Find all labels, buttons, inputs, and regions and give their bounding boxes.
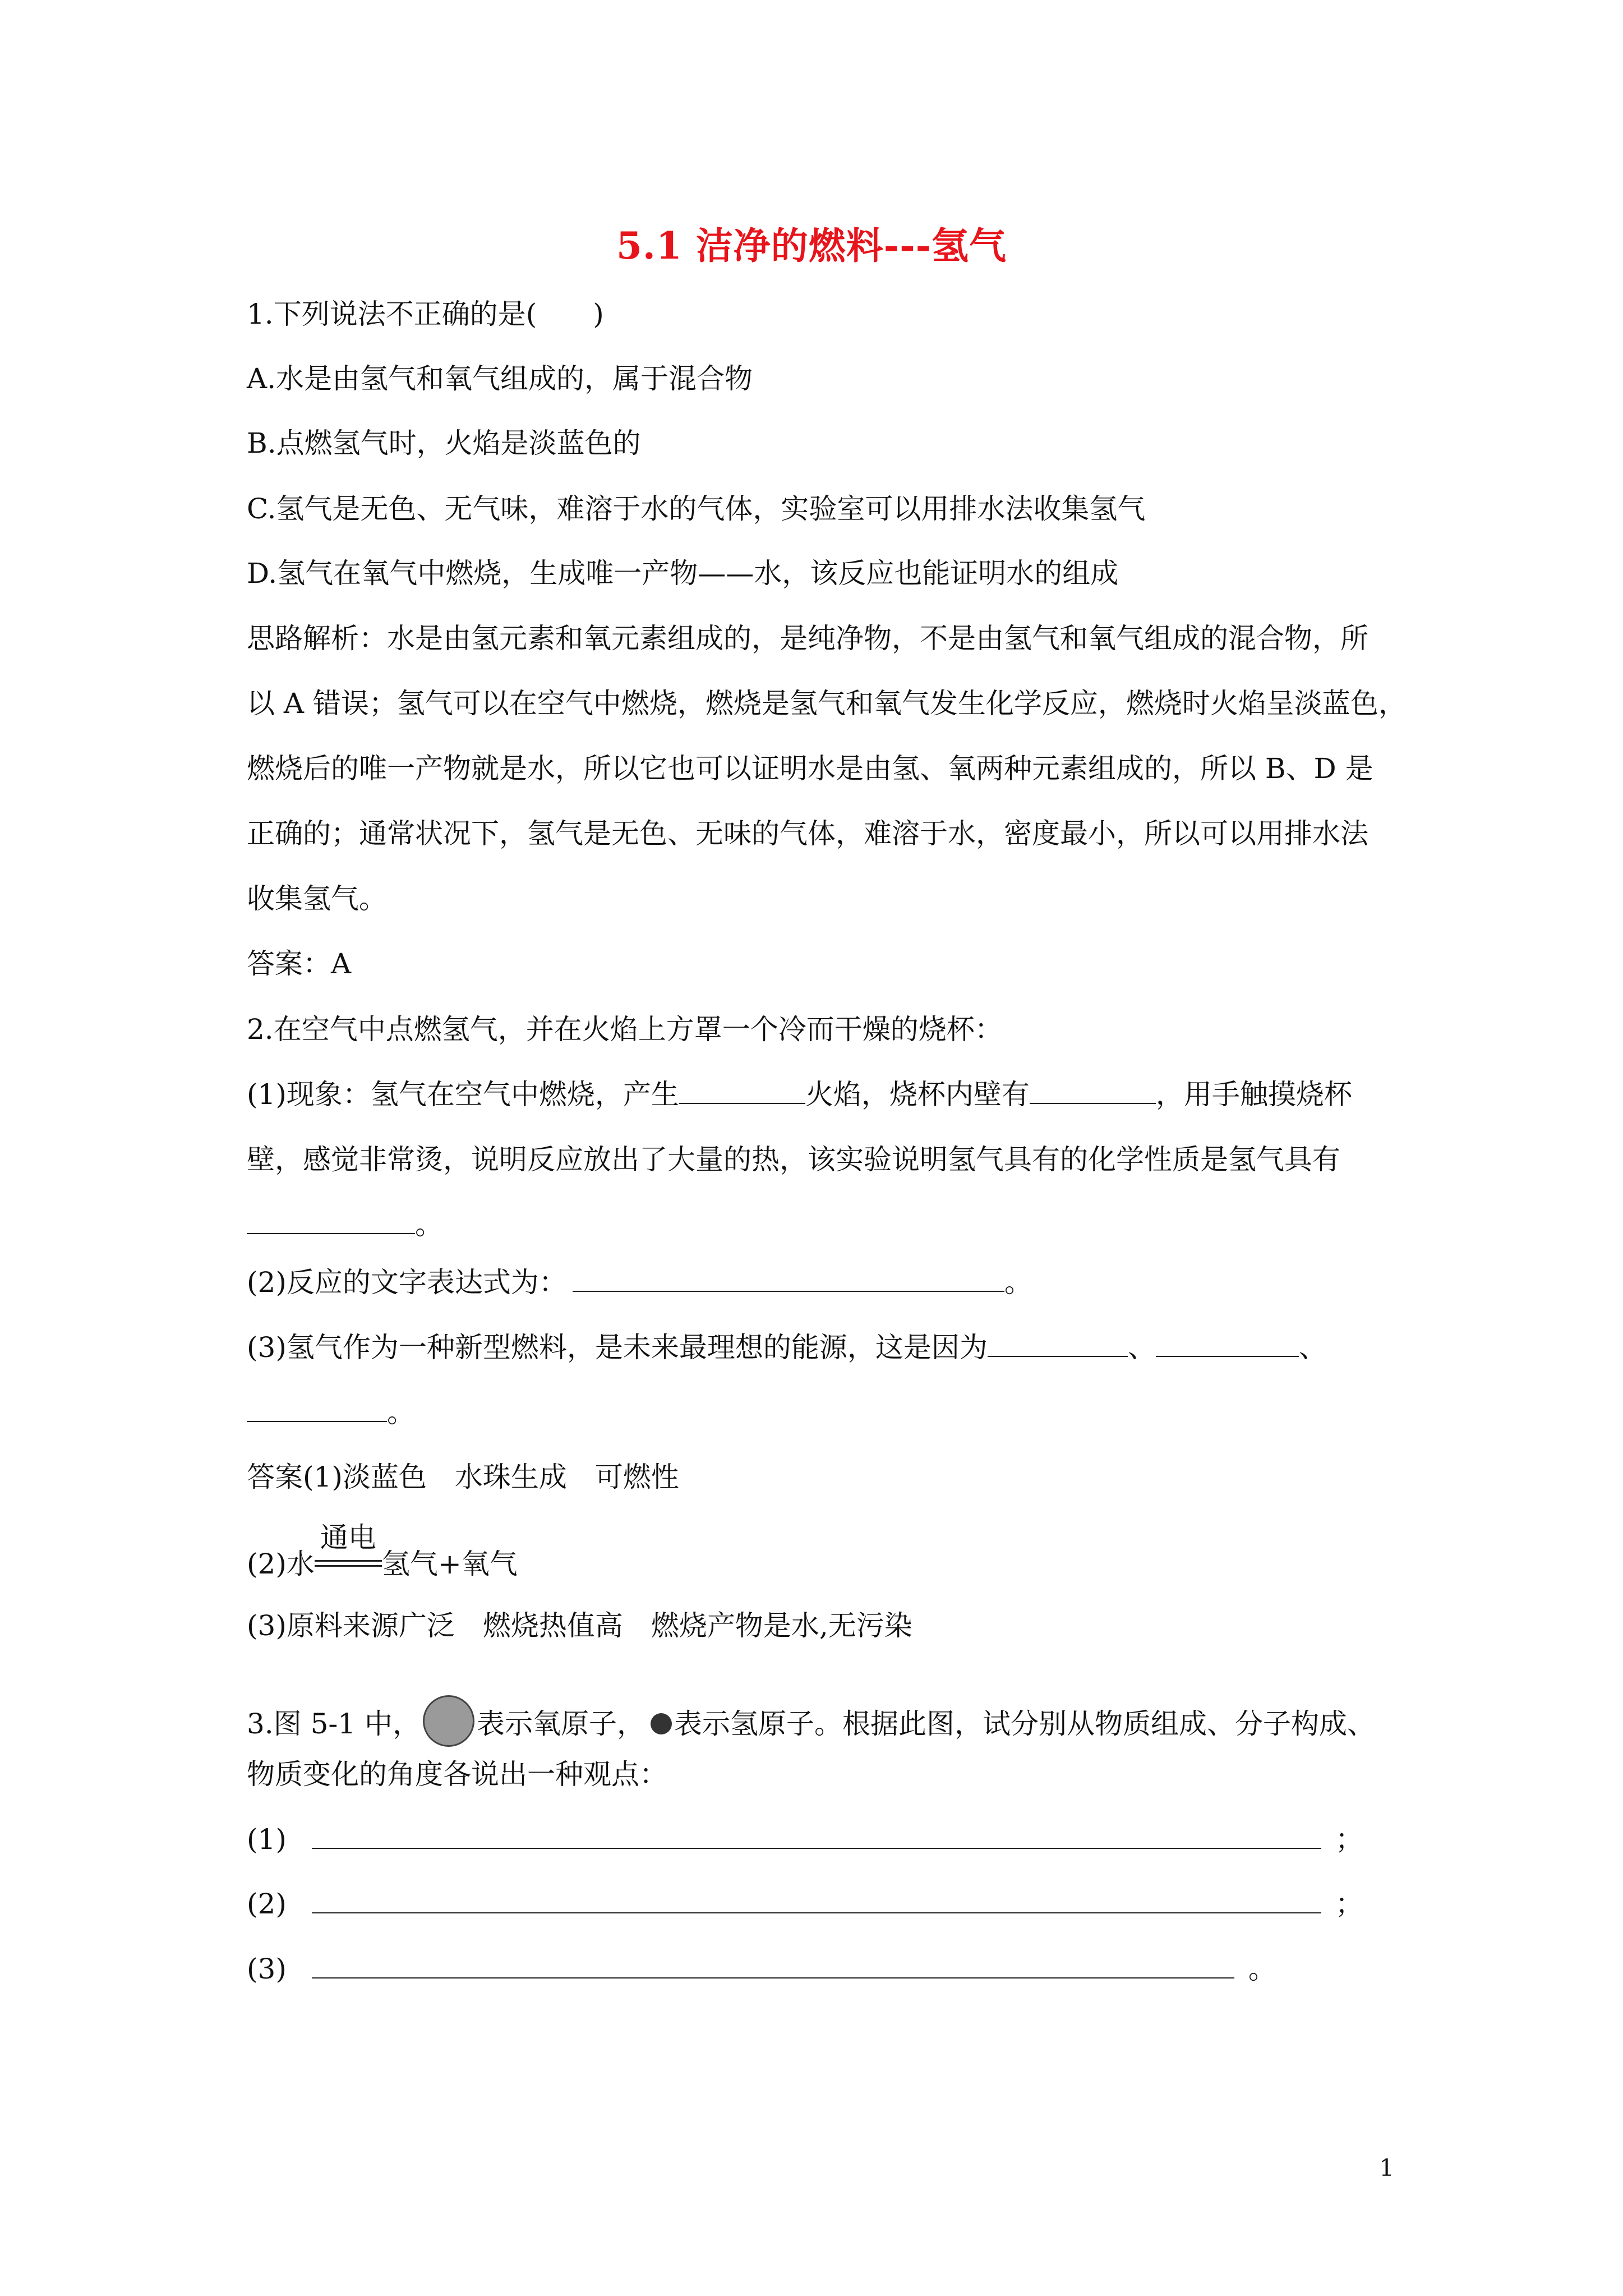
equation-reactant: (2)水 <box>247 1548 315 1580</box>
q1-option-c: C.氢气是无色、无气味，难溶于水的气体，实验室可以用排水法收集氢气 <box>247 493 1146 525</box>
q2-part2-text: (2)反应的文字表达式为： <box>247 1266 567 1299</box>
answer-blank[interactable] <box>679 1078 805 1104</box>
q2-part1-line3 <box>247 1208 443 1241</box>
oxygen-atom-icon <box>423 1695 474 1747</box>
answer-blank[interactable] <box>1156 1331 1299 1357</box>
q1-analysis-line: 正确的；通常状况下，氢气是无色、无味的气体，难溶于水，密度最小，所以可以用排水法 <box>247 817 1368 850</box>
punctuation: 。 <box>1004 1266 1032 1299</box>
reaction-condition <box>315 1521 382 1573</box>
q2-part1-text: ，用手触摸烧杯 <box>1155 1078 1352 1111</box>
answer-blank[interactable] <box>247 1208 415 1234</box>
punctuation: 。 <box>1248 1953 1276 1985</box>
q2-answer1: 答案(1)淡蓝色 水珠生成 可燃性 <box>247 1461 679 1493</box>
q2-part3-line2 <box>247 1396 415 1429</box>
q2-part1-line2: 壁，感觉非常烫，说明反应放出了大量的热，该实验说明氢气具有的化学性质是氢气具有 <box>247 1143 1340 1176</box>
q3-item <box>247 1952 1276 1986</box>
answer-blank[interactable] <box>312 1823 1321 1849</box>
q3-stem <box>247 1695 1375 1747</box>
punctuation: ； <box>1335 1888 1363 1920</box>
answer-blank[interactable] <box>988 1331 1128 1357</box>
q3-item-label: (1) <box>247 1823 287 1856</box>
q3-stem-line2: 物质变化的角度各说出一种观点： <box>247 1758 667 1791</box>
q3-item <box>247 1887 1363 1921</box>
q2-stem: 2.在空气中点燃氢气，并在火焰上方罩一个冷而干燥的烧杯： <box>247 1013 1003 1046</box>
answer-blank[interactable] <box>247 1396 387 1422</box>
q2-part2 <box>247 1266 1032 1299</box>
q1-analysis-line: 以 A 错误；氢气可以在空气中燃烧，燃烧是氢气和氧气发生化学反应，燃烧时火焰呈淡蓝色， <box>247 687 1407 720</box>
equation-products: 氢气+氧气 <box>381 1548 518 1580</box>
double-line-arrow <box>315 1560 382 1567</box>
page-number: 1 <box>1379 2154 1394 2182</box>
q1-analysis-line: 燃烧后的唯一产物就是水，所以它也可以证明水是由氢、氧两种元素组成的，所以 B、D 是 <box>247 752 1373 785</box>
q2-part1-text: 火焰，烧杯内壁有 <box>805 1078 1030 1111</box>
q1-option-d: D.氢气在氧气中燃烧，生成唯一产物——水，该反应也能证明水的组成 <box>247 557 1119 590</box>
q3-item <box>247 1823 1363 1856</box>
answer-blank[interactable] <box>1030 1078 1156 1104</box>
answer-blank[interactable] <box>312 1953 1234 1978</box>
separator: 、 <box>1298 1331 1327 1364</box>
q2-part3-text: (3)氢气作为一种新型燃料，是未来最理想的能源，这是因为 <box>247 1331 988 1364</box>
q3-item-label: (3) <box>247 1953 287 1985</box>
hydrogen-atom-icon <box>651 1713 672 1734</box>
separator: 、 <box>1127 1331 1156 1364</box>
punctuation: 。 <box>387 1396 415 1429</box>
answer-blank[interactable] <box>312 1888 1321 1913</box>
q2-part3 <box>247 1331 1327 1364</box>
q2-answer3: (3)原料来源广泛 燃烧热值高 燃烧产物是水,无污染 <box>247 1609 912 1642</box>
q2-part1-text: (1)现象：氢气在空气中燃烧，产生 <box>247 1078 679 1111</box>
q2-part1 <box>247 1078 1352 1111</box>
q1-answer: 答案：A <box>247 947 352 980</box>
q1-option-b: B.点燃氢气时，火焰是淡蓝色的 <box>247 427 641 459</box>
punctuation: ； <box>1335 1823 1363 1856</box>
q2-answer2 <box>247 1521 518 1581</box>
answer-blank[interactable] <box>573 1266 1004 1292</box>
q3-stem-text: 3.图 5-1 中， <box>247 1708 421 1740</box>
q1-analysis-line: 收集氢气。 <box>247 882 387 915</box>
q1-option-a: A.水是由氢气和氧气组成的，属于混合物 <box>247 362 753 395</box>
q1-analysis-line: 思路解析：水是由氢元素和氧元素组成的，是纯净物，不是由氢气和氧气组成的混合物，所 <box>247 622 1368 655</box>
condition-label: 通电 <box>320 1521 376 1554</box>
q1-stem: 1.下列说法不正确的是( ) <box>247 298 604 330</box>
punctuation: 。 <box>415 1208 443 1241</box>
q3-stem-text: 表示氧原子， <box>477 1708 645 1740</box>
page-title: 5.1 洁净的燃料---氢气 <box>616 224 1007 268</box>
q3-stem-text: 表示氢原子。根据此图，试分别从物质组成、分子构成、 <box>674 1708 1376 1740</box>
q3-item-label: (2) <box>247 1888 287 1920</box>
